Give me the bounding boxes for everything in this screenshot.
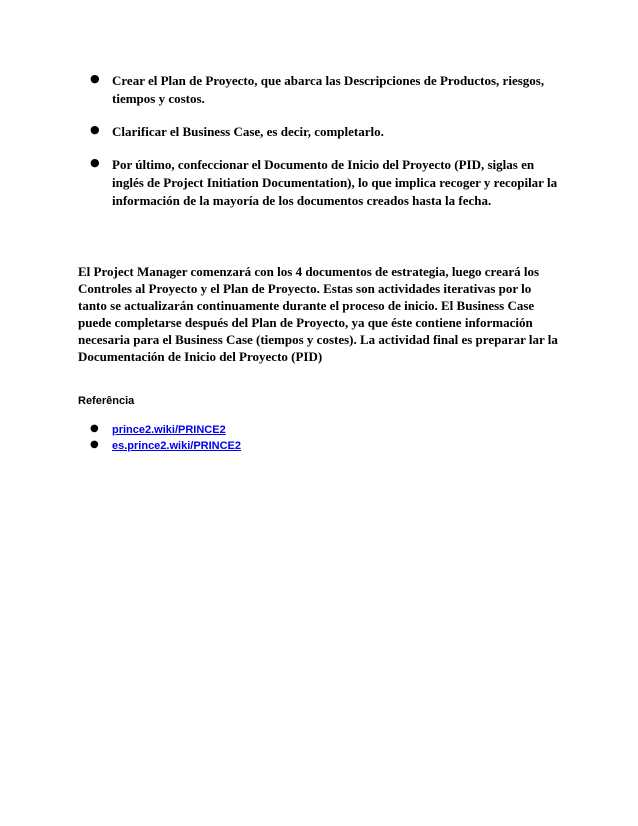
bullet-item-plan — [88, 72, 558, 108]
references-heading: Referência — [78, 395, 135, 407]
references-list — [88, 421, 241, 453]
reference-item — [88, 437, 241, 453]
bullet-item-pid — [88, 156, 558, 210]
bullet-text: Clarificar el Business Case, es decir, completarlo. — [112, 124, 384, 139]
bullet-text: Por último, confeccionar el Documento de Inicio del Proyecto (PID, siglas en inglés de Project Initiation Documentation), lo que implica recoger y recopilar la información de la mayoría de los documentos creados hasta la fecha. — [112, 157, 558, 208]
bullet-dot-icon: ● — [90, 439, 99, 450]
body-paragraph: El Project Manager comenzará con los 4 documentos de estrategia, luego creará los Controles al Proyecto y el Plan de Proyecto. Estas son actividades iterativas por lo tanto se actualizarán continuamente durante el proceso de inicio. El Business Case puede completarse después del Plan de Proyecto, ya que éste contiene información necesaria para el Business Case (tiempos y costes). La actividad final es preparar lar la Documentación de Inicio del Proyecto (PID) — [78, 264, 558, 364]
bullet-text: Crear el Plan de Proyecto, que abarca las Descripciones de Productos, riesgos, tiempos y costos. — [112, 73, 545, 106]
reference-link-prince2[interactable]: prince2.wiki/PRINCE2 — [112, 424, 226, 436]
reference-link-es-prince2[interactable]: es.prince2.wiki/PRINCE2 — [112, 440, 241, 452]
bullet-dot-icon: ● — [90, 156, 100, 169]
bullet-dot-icon: ● — [90, 123, 100, 136]
reference-item — [88, 421, 241, 437]
bullet-dot-icon: ● — [90, 72, 100, 85]
bullet-item-business-case — [88, 123, 558, 141]
bullet-list — [88, 72, 558, 225]
bullet-dot-icon: ● — [90, 423, 99, 434]
